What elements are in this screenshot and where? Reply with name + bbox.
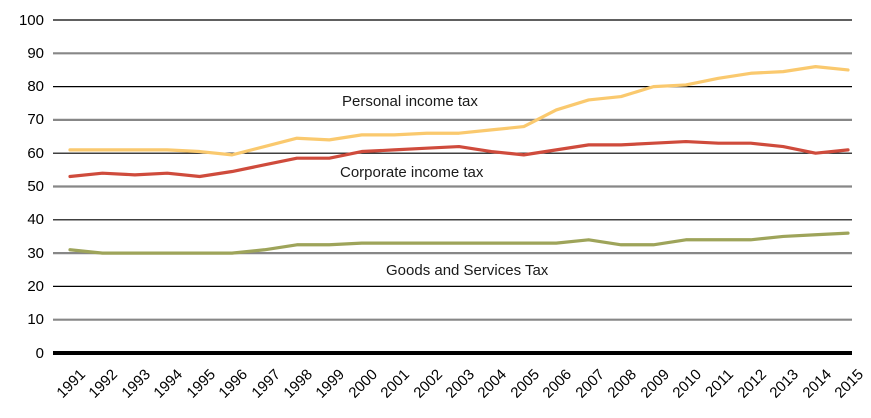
y-tick-label: 70 (27, 111, 44, 129)
series-label-corporate-income-tax: Corporate income tax (340, 164, 484, 181)
x-tick-label: 2003 (442, 366, 479, 402)
y-tick-label: 40 (27, 211, 44, 229)
x-tick-label: 2006 (539, 366, 576, 402)
x-tick-label: 2008 (604, 366, 641, 402)
x-tick-label: 2002 (409, 366, 446, 402)
y-tick-label: 80 (27, 78, 44, 96)
x-tick-label: 2004 (474, 366, 511, 402)
x-tick-label: 2005 (507, 366, 543, 402)
series-label-goods-and-services-tax: Goods and Services Tax (386, 262, 549, 279)
y-tick-label: 10 (27, 311, 44, 329)
y-tick-label: 90 (27, 44, 44, 62)
x-tick-label: 2014 (798, 366, 835, 402)
x-tick-label: 2009 (636, 366, 673, 402)
x-tick-label: 1997 (247, 366, 284, 402)
series-label-personal-income-tax: Personal income tax (342, 93, 478, 110)
x-tick-label: 1996 (215, 366, 252, 402)
x-tick-label: 1993 (118, 366, 154, 402)
x-tick-label: 2013 (766, 366, 803, 402)
x-tick-label: 1992 (85, 366, 122, 402)
x-tick-label: 2012 (734, 366, 770, 402)
x-tick-label: 2010 (669, 366, 705, 402)
y-tick-label: 20 (27, 277, 44, 295)
x-tick-label: 1994 (150, 366, 187, 402)
x-tick-label: 1991 (53, 366, 90, 402)
x-tick-label: 1995 (183, 366, 219, 402)
y-tick-label: 100 (18, 11, 44, 29)
y-tick-label: 50 (27, 178, 44, 195)
y-tick-label: 30 (27, 244, 44, 262)
x-tick-label: 1998 (280, 366, 316, 402)
y-tick-label: 60 (27, 144, 44, 162)
x-tick-label: 2007 (572, 366, 608, 402)
series-line-goods-and-services-tax (70, 233, 848, 253)
x-tick-label: 1999 (312, 366, 349, 402)
x-tick-label: 2001 (377, 366, 414, 402)
x-tick-label: 2011 (702, 366, 738, 401)
y-tick-label: 0 (35, 344, 44, 362)
x-tick-label: 2015 (831, 366, 868, 402)
x-tick-label: 2000 (345, 366, 381, 402)
